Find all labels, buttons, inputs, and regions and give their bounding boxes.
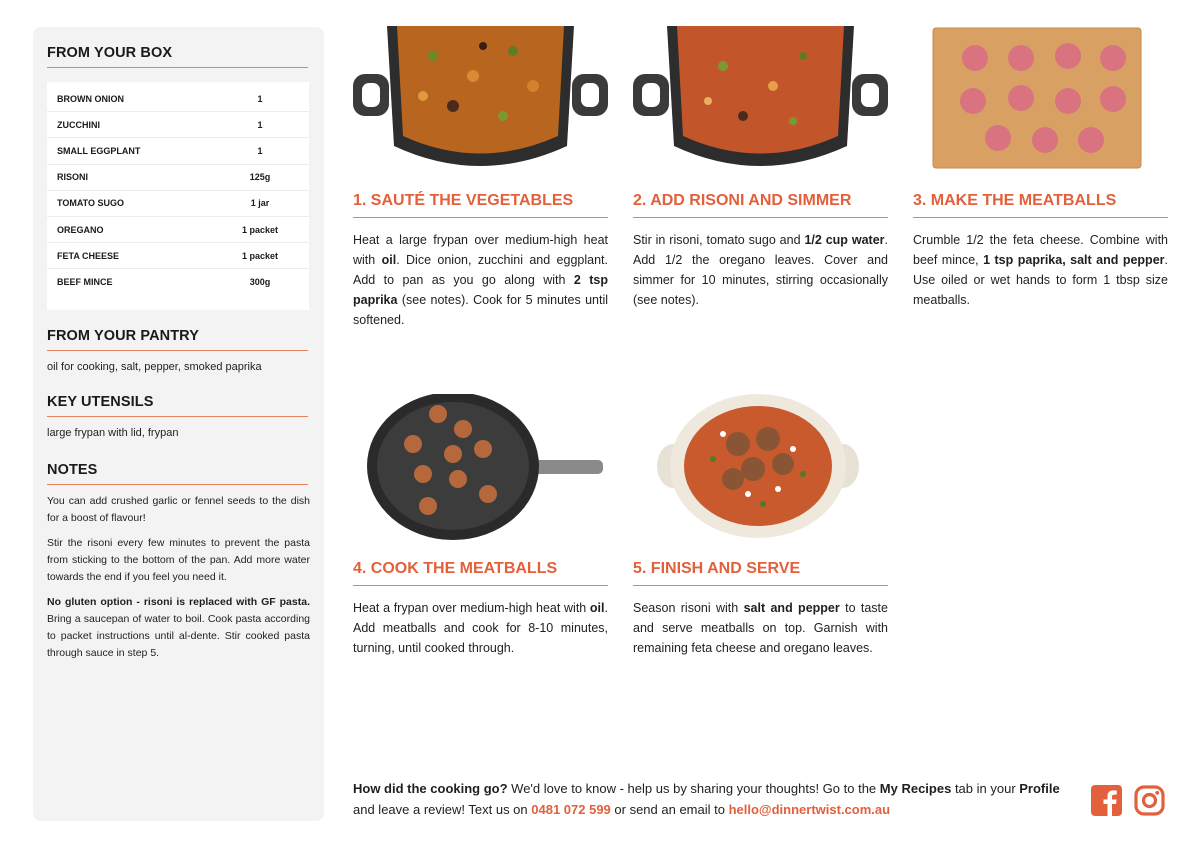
sidebar [33, 27, 324, 821]
step-4 [353, 394, 608, 658]
step-5-text [633, 598, 888, 658]
note-2: Stir the risoni every few minutes to prevent the pasta from sticking to the bottom of the pan. Add more water towards the end if you feel you need it. [47, 536, 310, 583]
ingredient-name: ZUCCHINI [57, 119, 100, 130]
step-1 [353, 26, 608, 330]
step-2-bold-a: 1/2 cup water [804, 233, 885, 247]
ingredient-name: BROWN ONION [57, 93, 124, 104]
step-2-image [633, 26, 888, 172]
ingredient-qty: 1 jar [250, 198, 270, 209]
step-2-text-a: Stir in risoni, tomato sugo and [633, 233, 805, 247]
key-utensils-title: KEY UTENSILS [47, 394, 308, 417]
step-5-bold-a: salt and pepper [743, 601, 840, 615]
ingredient-qty: 1 [257, 93, 263, 104]
ingredient-row [47, 112, 309, 138]
footer-text-c: and leave a review! Text us on [353, 802, 532, 817]
step-1-bold-a: oil [381, 253, 397, 267]
notes-title: NOTES [47, 462, 308, 485]
notes-section [47, 462, 310, 662]
ingredient-row [47, 138, 309, 164]
step-1-text [353, 230, 608, 330]
footer-text-b: tab in your [951, 781, 1020, 796]
ingredient-name: OREGANO [57, 224, 104, 235]
step-3-text-a: Crumble 1/2 the feta cheese. Combine with beef mince, [913, 233, 1168, 267]
ingredient-qty: 125g [249, 172, 271, 183]
step-2 [633, 26, 888, 310]
facebook-icon[interactable] [1091, 785, 1122, 821]
pantry-text: oil for cooking, salt, pepper, smoked paprika [47, 360, 262, 373]
note-3 [47, 594, 310, 662]
step-5 [633, 394, 888, 658]
ingredient-row [47, 165, 309, 191]
ingredient-row [47, 243, 309, 269]
step-5-title: 5. FINISH AND SERVE [633, 560, 888, 586]
ingredient-qty: 1 packet [241, 224, 279, 235]
step-5-text-a: Season risoni with [633, 601, 744, 615]
utensils-text: large frypan with lid, frypan [47, 426, 179, 439]
ingredient-qty: 1 packet [241, 250, 279, 261]
step-1-text-b: . Dice onion, zucchini and eggplant. Add to pan as you go along with [353, 253, 608, 287]
ingredient-name: BEEF MINCE [57, 277, 113, 288]
step-5-text-b: to taste and serve meatballs on top. Garnish with remaining feta cheese and oregano leaves. [633, 601, 888, 655]
step-3-title: 3. MAKE THE MEATBALLS [913, 192, 1168, 218]
step-2-text-b: . Add 1/2 the oregano leaves. Cover and simmer for 10 minutes, stirring occasionally (see notes). [633, 233, 888, 307]
step-1-text-a: Heat a large frypan over medium-high heat with [353, 233, 608, 267]
step-5-image [633, 394, 888, 540]
footer-question: How did the cooking go? [353, 781, 508, 796]
step-4-bold-a: oil [589, 601, 605, 615]
step-4-text-a: Heat a frypan over medium-high heat with [353, 601, 590, 615]
step-3-image [913, 26, 1168, 172]
ingredient-row [47, 86, 309, 112]
step-1-image [353, 26, 608, 172]
footer-my-recipes: My Recipes [879, 781, 952, 796]
footer-text-a: We'd love to know - help us by sharing your thoughts! Go to the [507, 781, 880, 796]
ingredient-qty: 1 [257, 119, 263, 130]
footer-text-d: or send an email to [610, 802, 729, 817]
ingredient-qty: 1 [257, 145, 263, 156]
note-3-bold: No gluten option - risoni is replaced with GF pasta. [47, 595, 310, 608]
ingredient-name: SMALL EGGPLANT [57, 145, 141, 156]
instagram-icon[interactable] [1134, 785, 1165, 821]
step-3 [913, 26, 1168, 310]
note-3-rest: Bring a saucepan of water to boil. Cook pasta according to packet instructions until al-dente. Stir cooked pasta through sauce in step 5. [47, 612, 310, 659]
step-2-text [633, 230, 888, 310]
step-1-bold-b: 2 tsp paprika [353, 273, 608, 307]
step-3-bold-a: 1 tsp paprika, salt and pepper [983, 253, 1165, 267]
ingredient-row [47, 191, 309, 217]
ingredient-row [47, 217, 309, 243]
footer-feedback [353, 778, 1073, 820]
ingredient-row [47, 269, 309, 295]
step-3-text [913, 230, 1168, 310]
footer-phone-link[interactable]: 0481 072 599 [531, 802, 611, 817]
step-4-image [353, 394, 608, 540]
step-2-title: 2. ADD RISONI AND SIMMER [633, 192, 888, 218]
step-1-text-c: (see notes). Cook for 5 minutes until softened. [353, 293, 608, 327]
step-3-text-b: . Use oiled or wet hands to form 1 tbsp size meatballs. [913, 253, 1168, 307]
from-your-pantry-title: FROM YOUR PANTRY [47, 328, 308, 351]
footer-profile: Profile [1019, 781, 1060, 796]
step-4-text [353, 598, 608, 658]
ingredient-name: TOMATO SUGO [57, 198, 125, 209]
step-1-title: 1. SAUTÉ THE VEGETABLES [353, 192, 608, 218]
step-4-title: 4. COOK THE MEATBALLS [353, 560, 608, 586]
ingredient-name: RISONI [57, 172, 89, 183]
from-your-box-title: FROM YOUR BOX [47, 45, 308, 68]
ingredient-name: FETA CHEESE [57, 250, 120, 261]
footer-email-link[interactable]: hello@dinnertwist.com.au [728, 802, 891, 817]
ingredients-table [47, 82, 309, 310]
note-1: You can add crushed garlic or fennel seeds to the dish for a boost of flavour! [47, 494, 310, 524]
step-4-text-b: . Add meatballs and cook for 8-10 minutes, turning, until cooked through. [353, 601, 608, 655]
ingredient-qty: 300g [249, 277, 271, 288]
